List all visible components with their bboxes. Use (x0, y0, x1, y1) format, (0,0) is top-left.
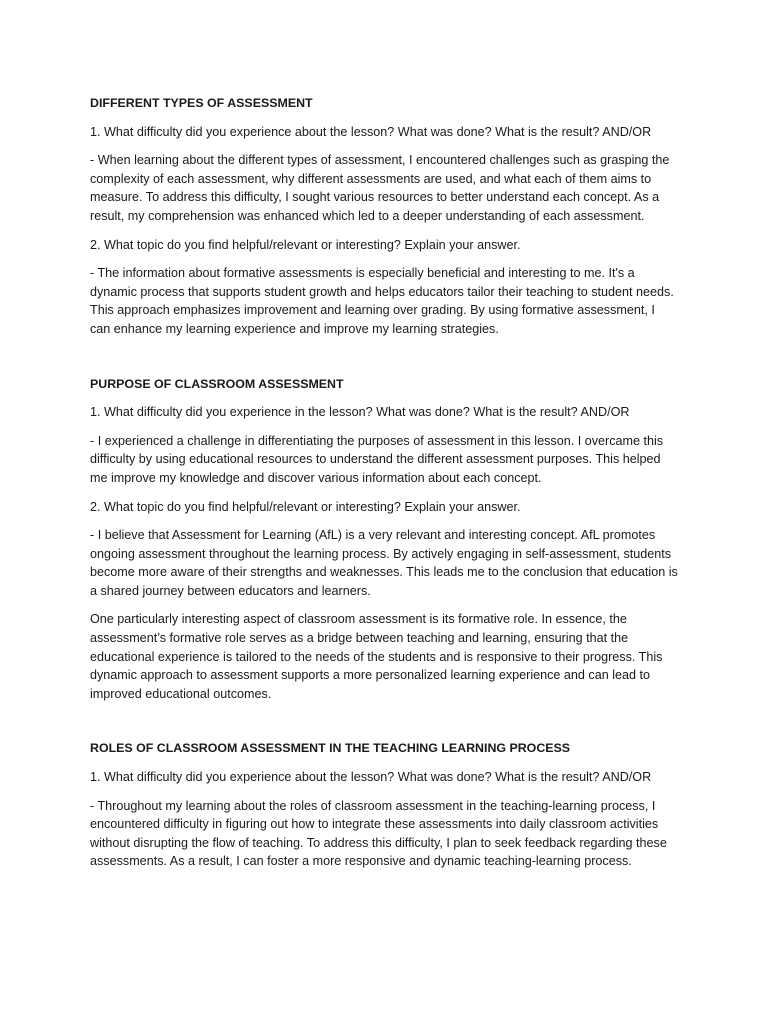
question-1: 1. What difficulty did you experience in the lesson? What was done? What is the result? AND/OR (90, 405, 630, 420)
answer-1: - I experienced a challenge in differentiating the purposes of assessment in this lesson. I overcame this difficulty by using educational resources to understand the different assessment purposes. This helped me improve my knowledge and discover various information about each concept. (90, 433, 664, 485)
section-roles (90, 739, 678, 871)
section-different-types (90, 94, 678, 339)
question-1: 1. What difficulty did you experience about the lesson? What was done? What is the result? AND/OR (90, 770, 652, 785)
answer-1: - Throughout my learning about the roles of classroom assessment in the teaching-learning process, I encountered difficulty in figuring out how to integrate these assessments into daily classroom activities without disrupting the flow of teaching. To address this difficulty, I plan to seek feedback regarding these assessments. As a result, I can foster a more responsive and dynamic teaching-learning process. (90, 798, 667, 869)
question-2: 2. What topic do you find helpful/relevant or interesting? Explain your answer. (90, 237, 521, 252)
section-heading: ROLES OF CLASSROOM ASSESSMENT IN THE TEACHING LEARNING PROCESS (90, 741, 571, 756)
answer-2: - The information about formative assessments is especially beneficial and interesting to me. It's a dynamic process that supports student growth and helps educators tailor their teaching to student needs. This approach emphasizes improvement and learning over grading. By using formative assessment, I can enhance my learning experience and improve my learning strategies. (90, 266, 674, 336)
answer-1: - When learning about the different types of assessment, I encountered challenges such as grasping the complexity of each assessment, why different assessments are used, and what each of them aims to measure. To address this difficulty, I sought various resources to better understand each concept. As a result, my comprehension was enhanced which led to a deeper understanding of each assessment. (90, 153, 670, 223)
section-purpose (90, 375, 678, 704)
answer-2: - I believe that Assessment for Learning (AfL) is a very relevant and interesting concept. AfL promotes ongoing assessment throughout the learning process. By actively engaging in self-assessment, students become more aware of their strengths and weaknesses. This leads me to the conclusion that education is a shared journey between educators and learners. (90, 528, 678, 598)
answer-2-continued: One particularly interesting aspect of classroom assessment is its formative role. In essence, the assessment’s formative role serves as a bridge between teaching and learning, ensuring that the educational experience is tailored to the needs of the students and is responsive to their progress. This dynamic approach to assessment supports a more personalized learning experience and can lead to improved educational outcomes. (90, 612, 663, 701)
question-1: 1. What difficulty did you experience about the lesson? What was done? What is the result? AND/OR (90, 124, 652, 139)
question-2: 2. What topic do you find helpful/relevant or interesting? Explain your answer. (90, 499, 521, 514)
section-heading: DIFFERENT TYPES OF ASSESSMENT (90, 96, 313, 110)
section-heading: PURPOSE OF CLASSROOM ASSESSMENT (90, 376, 344, 391)
